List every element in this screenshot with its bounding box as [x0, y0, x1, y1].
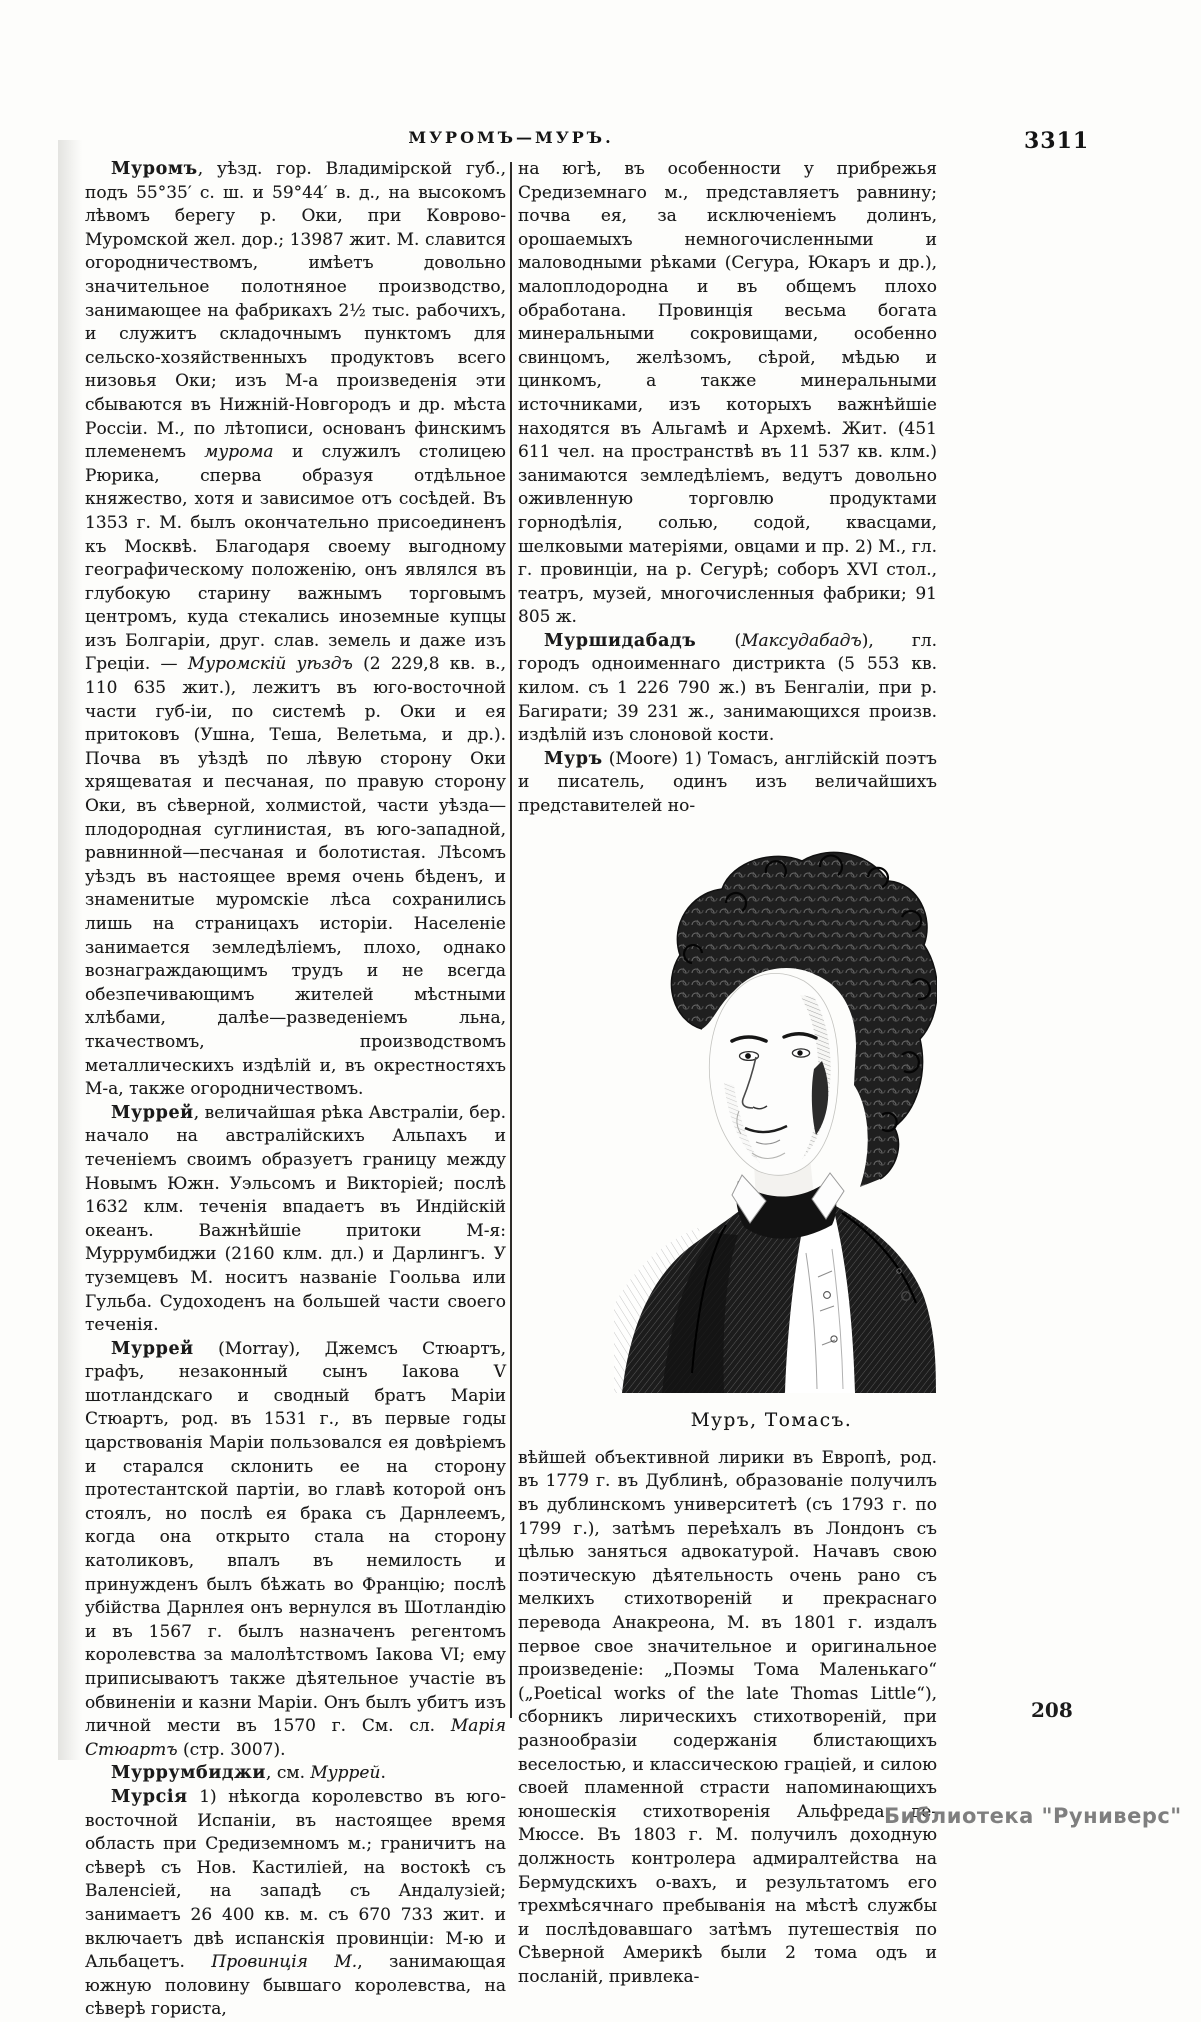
portrait-caption: Муръ, Томасъ.: [690, 1410, 853, 1432]
paragraph: Муръ (Moore) 1) Томасъ, англійскій поэтъ и писатель, одинъ изъ величайшихъ представителей но-: [518, 748, 937, 817]
paragraph: Мурсія 1) нѣкогда королевство въ юго-восточной Испаніи, въ настоящее время область при Средиземномъ м.; граничитъ на сѣверѣ съ Нов. Кастиліей, на востокѣ съ Валенсіей, на западѣ съ Андалузіей; занимаетъ 26 400 кв. м. съ 670 733 жит. и включаетъ двѣ испанскія провинціи: М-ю и Альбацетъ. Провинція М., занимающая южную половину бывшаго королевства, на сѣверѣ гориста,: [85, 1786, 506, 2020]
paragraph: Муромъ, уѣзд. гор. Владимірской губ., подъ 55°35′ с. ш. и 59°44′ в. д., на высокомъ лѣвомъ берегу р. Оки, при Коврово-Муромской жел. дор.; 13987 жит. М. славится огородничествомъ, имѣетъ довольно значительное полотняное производство, занимающее на фабрикахъ 2½ тыс. рабочихъ, и служитъ складочнымъ пунктомъ для сельско-хозяйственныхъ продуктовъ всего низовья Оки; изъ М-а произведенія эти сбываются въ Нижній-Новгородъ и др. мѣста Россіи. М., по лѣтописи, основанъ финскимъ племенемъ мурома и служилъ столицею Рюрика, сперва образуя отдѣльное княжество, хотя и зависимое отъ сосѣдей. Въ 1353 г. М. былъ окончательно присоединенъ къ Москвѣ. Благодаря своему выгодному географическому положенію, онъ являлся въ глубокую старину важнымъ торговымъ центромъ, куда стекались иноземные купцы изъ Болгаріи, друг. слав. земель и даже изъ Греціи. — Муромскій уѣздъ (2 229,8 кв. в., 110 635 жит.), лежитъ въ юго-восточной части губ-іи, по системѣ р. Оки и ея притоковъ (Ушна, Теша, Велетьма, и др.). Почва въ уѣздѣ по лѣвую сторону Оки хрящеватая и песчаная, по правую сторону Оки, въ сѣверной, холмистой, части уѣзда—плодородная суглинистая, въ юго-западной, равнинной—песчаная и болотистая. Лѣсомъ уѣздъ въ настоящее время очень бѣденъ, и знаменитые муромскіе лѣса сохранились лишь на страницахъ исторіи. Населеніе занимается земледѣліемъ, плохо, однако вознаграждающимъ трудъ и не всегда обезпечивающимъ жителей мѣстными хлѣбами, далѣе—разведеніемъ льна, ткачествомъ, производствомъ металлическихъ издѣлій и, въ окрестностяхъ М-а, также огородничествомъ.: [85, 159, 506, 1100]
paragraph: Муррей (Morray), Джемсъ Стюартъ, графъ, незаконный сынъ Іакова V шотландскаго и сводный братъ Маріи Стюартъ, род. въ 1531 г., въ первые годы царствованія Маріи пользовался ея довѣріемъ и старался склонить ее на сторону протестантской партіи, во главѣ которой онъ стоялъ, но послѣ ея брака съ Дарнлеемъ, когда она открыто стала на сторону католиковъ, впалъ въ немилость и принужденъ былъ бѣжать во Францію; послѣ убійства Дарнлея онъ вернулся въ Шотландію и въ 1567 г. былъ назначенъ регентомъ королевства за малолѣтствомъ Іакова VI; ему приписываютъ также дѣятельное участіе въ обвиненіи и казни Маріи. Онъ былъ убитъ изъ личной мести въ 1570 г. См. сл. Марія Стюартъ (стр. 3007).: [85, 1338, 506, 1760]
signature-number: 208: [1031, 1698, 1073, 1722]
paragraph: Муршидабадъ (Максудабадъ), гл. городъ одноименнаго дистрикта (5 553 кв. килом. съ 1 226 790 ж.) въ Бенгаліи, при р. Багирати; 39 231 ж., занимающихся произв. издѣлій изъ слоновой кости.: [518, 630, 937, 746]
paragraph: Муррей, величайшая рѣка Австраліи, бер. начало на австралійскихъ Альпахъ и теченіемъ своимъ образуетъ границу между Новымъ Южн. Уэльсомъ и Викторіей; послѣ 1632 клм. теченія впадаетъ въ Индійскій океанъ. Важнѣйшіе притоки М-я: Муррумбиджи (2160 клм. дл.) и Дарлингъ. У туземцевъ М. носитъ названіе Гоольва или Гульба. Судоходенъ на большей части своего теченія.: [85, 1102, 506, 1336]
right-column-bottom: [518, 1447, 937, 1990]
library-watermark: Библиотека "Руниверс": [884, 1804, 1182, 1828]
paragraph: Муррумбиджи, см. Муррей.: [111, 1763, 386, 1784]
left-column: [85, 158, 506, 2022]
column-divider-rule: [510, 162, 512, 1718]
portrait-figure: [606, 833, 937, 1433]
page-number: 3311: [1024, 128, 1090, 154]
page-header-title: МУРОМЪ—МУРЪ.: [408, 128, 614, 147]
paragraph: вѣйшей объективной лирики въ Европѣ, род. въ 1779 г. въ Дублинѣ, образованіе получилъ въ дублинскомъ университетѣ (съ 1793 г. по 1799 г.), затѣмъ переѣхалъ въ Лондонъ съ цѣлью заняться адвокатурой. Начавъ свою поэтическую дѣятельность очень рано съ мелкихъ стихотвореній и прекраснаго перевода Анакреона, М. въ 1801 г. издалъ первое свое значительное и оригинальное произведеніе: „Поэмы Тома Маленькаго“ („Poetical works of the late Thomas Little“), сборникъ лирическихъ стихотвореній, при разнообразіи содержанія блистающихъ веселостью, и классическою граціей, и силою своей пламенной страсти напоминающихъ юношескія стихотворенія Альфреда де-Мюссе. Въ 1803 г. М. получилъ доходную должность контролера адмиралтейства на Бермудскихъ о-вахъ, и результатомъ его трехмѣсячнаго пребыванія на мѣстѣ службы и послѣдовавшаго затѣмъ путешествія по Сѣверной Америкѣ были 2 тома одъ и посланій, привлека-: [518, 1447, 937, 1987]
right-column: [518, 158, 937, 1989]
scan-edge-artifact: [58, 140, 82, 1760]
paragraph: на югѣ, въ особенности у прибрежья Средиземнаго м., представляетъ равнину; почва ея, за исключеніемъ долинъ, орошаемыхъ немногочисленными и маловодными рѣками (Сегура, Юкаръ и др.), малоплодородна и въ общемъ плохо обработана. Провинція весьма богата минеральными сокровищами, особенно свинцомъ, желѣзомъ, сѣрой, мѣдью и цинкомъ, а также минеральными источниками, изъ которыхъ важнѣйшіе находятся въ Альгамѣ и Архемѣ. Жит. (451 611 чел. на пространствѣ въ 11 537 кв. клм.) занимаются земледѣліемъ, ведутъ довольно оживленную торговлю продуктами горнодѣлія, солью, содой, квасцами, шелковыми матеріями, овцами и пр. 2) М., гл. г. провинціи, на р. Сегурѣ; соборъ XVI стол., театръ, музей, многочисленныя фабрики; 91 805 ж.: [518, 159, 937, 628]
thomas-moore-engraving-image: [606, 833, 937, 1393]
right-column-top: [518, 158, 937, 819]
